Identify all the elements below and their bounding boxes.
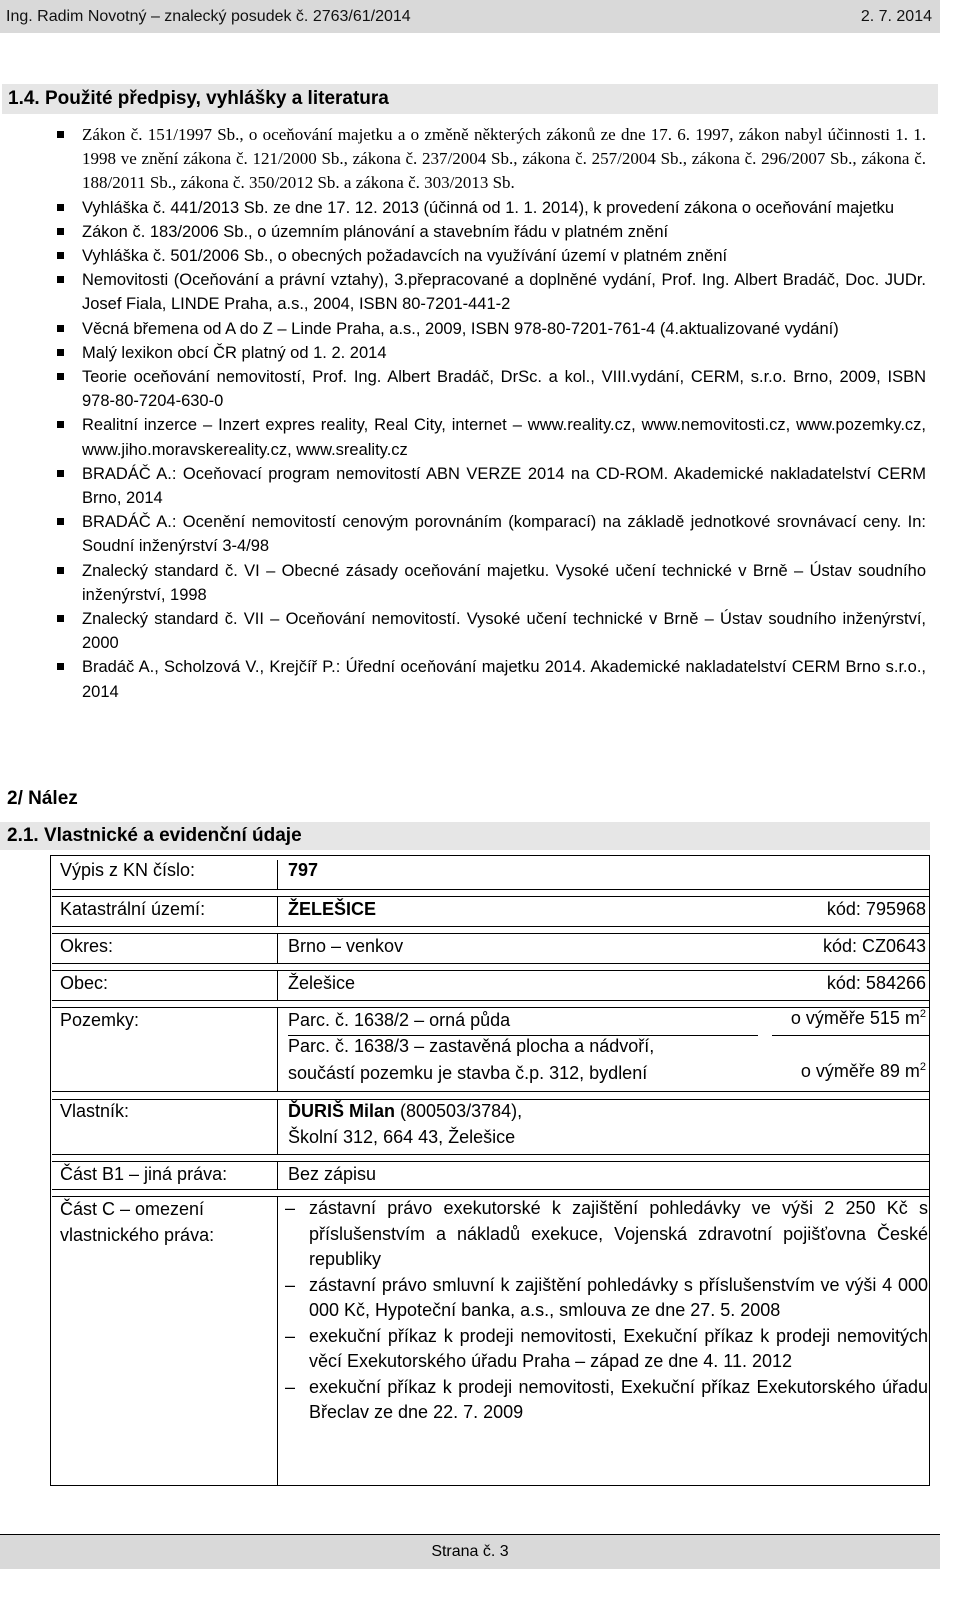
kn-row-katastr xyxy=(52,897,930,927)
row-divider xyxy=(52,889,930,890)
list-item: – exekuční příkaz k prodeji nemovitosti, Exekuční příkaz k prodeji nemovitých věcí Exekutorského úřadu Praha – západ ze dne 4. 11. 2012 xyxy=(285,1324,928,1375)
page-footer xyxy=(0,1535,940,1569)
list-item: – zástavní právo smluvní k zajištění pohledávky s příslušenstvím ve výši 4 000 000 Kč, Hypoteční banka, a.s., smlouva ze dne 27. 5. 2008 xyxy=(285,1273,928,1324)
header-title: Ing. Radim Novotný – znalecký posudek č. 2763/61/2014 xyxy=(6,8,411,25)
parcel-2-line-1: Parc. č. 1638/3 – zastavěná plocha a nádvoří, xyxy=(288,1036,655,1056)
list-item: – exekuční příkaz k prodeji nemovitosti, Exekuční příkaz Exekutorského úřadu Břeclav ze dne 22. 7. 2009 xyxy=(285,1375,928,1426)
katastr-label: Katastrální území: xyxy=(60,899,206,919)
kn-row-obec xyxy=(52,971,930,1001)
list-item: Realitní inzerce – Inzert expres reality, Real City, internet – www.reality.cz, www.nemovitosti.cz, www.pozemky.cz, www.jiho.moravskereality.cz, www.sreality.cz xyxy=(0,413,940,461)
vlastnik-label: Vlastník: xyxy=(60,1101,130,1121)
row-divider xyxy=(772,1035,930,1036)
vlastnik-line-1: ĎURIŠ Milan (800503/3784), xyxy=(288,1101,523,1121)
row-divider xyxy=(52,1154,930,1155)
references-list xyxy=(0,123,940,704)
column-divider xyxy=(277,933,278,964)
column-divider xyxy=(277,860,278,890)
page-header xyxy=(0,0,940,33)
list-item: Zákon č. 183/2006 Sb., o územním plánování a stavebním řádu v platném znění xyxy=(0,220,940,244)
kn-row-vlastnik xyxy=(52,1100,930,1155)
list-item: Věcná břemena od A do Z – Linde Praha, a.s., 2009, ISBN 978-80-7201-761-4 (4.aktualizované vydání) xyxy=(0,317,940,341)
row-divider xyxy=(52,1000,930,1001)
kn-row-pozemky xyxy=(52,1008,930,1092)
c-label-line-2: vlastnického práva: xyxy=(60,1225,215,1245)
row-divider xyxy=(52,1099,930,1100)
b1-label: Část B1 – jiná práva: xyxy=(60,1164,228,1184)
row-divider xyxy=(52,1189,930,1190)
pozemky-label: Pozemky: xyxy=(60,1010,140,1030)
column-divider xyxy=(277,970,278,1001)
katastr-code: kód: 795968 xyxy=(826,899,926,919)
katastr-value: ŽELEŠICE xyxy=(288,899,377,919)
list-item: BRADÁČ A.: Ocenění nemovitostí cenovým porovnáním (komparací) na základě jednotkové srovnávací ceny. In: Soudní inženýrství 3-4/98 xyxy=(0,510,940,558)
parcel-1-area: o výměře 515 $m^2$ xyxy=(790,1008,926,1028)
row-divider xyxy=(52,1091,930,1092)
obec-label: Obec: xyxy=(60,973,109,993)
list-item: Nemovitosti (Oceňování a právní vztahy), 3.přepracované a doplněné vydání, Prof. Ing. Albert Bradáč, Doc. JUDr. Josef Fiala, LINDE Praha, a.s., 2004, ISBN 80-7201-441-2 xyxy=(0,268,940,316)
list-item: – zástavní právo exekutorské k zajištění pohledávky ve výši 2 250 Kč s příslušenstvím a nákladů exekuce, Vojenská zdravotní pojišťovna České republiky xyxy=(285,1196,928,1273)
obec-value: Želešice xyxy=(288,973,356,993)
row-divider xyxy=(52,896,930,897)
parcel-2-line-2: součástí pozemku je stavba č.p. 312, bydlení xyxy=(288,1063,648,1083)
list-item: BRADÁČ A.: Oceňovací program nemovitostí ABN VERZE 2014 na CD-ROM. Akademické nakladatelství CERM Brno, 2014 xyxy=(0,462,940,510)
b1-value: Bez zápisu xyxy=(288,1164,377,1184)
okres-label: Okres: xyxy=(60,936,114,956)
column-divider xyxy=(277,896,278,927)
row-divider xyxy=(52,970,930,971)
okres-value: Brno – venkov xyxy=(288,936,404,956)
vlastnik-address: Školní 312, 664 43, Želešice xyxy=(288,1127,516,1147)
kn-row-vypis xyxy=(52,860,930,890)
header-date: 2. 7. 2014 xyxy=(860,8,932,25)
parcel-1: Parc. č. 1638/2 – orná půda xyxy=(288,1010,511,1030)
okres-code: kód: CZ0643 xyxy=(822,936,926,956)
c-items-list xyxy=(285,1196,930,1426)
column-divider xyxy=(277,1196,278,1486)
kn-row-b1 xyxy=(52,1162,930,1190)
list-item: Zákon č. 151/1997 Sb., o oceňování majetku a o změně některých zákonů ze dne 17. 6. 1997, zákon nabyl účinnosti 1. 1. 1998 ve znění zákona č. 121/2000 Sb., zákona č. 237/2004 Sb., zákona č. 257/2004 Sb., zákona č. 296/2007 Sb., zákona č. 188/2011 Sb., zákona č. 350/2012 Sb. a zákona č. 303/2013 Sb. xyxy=(0,123,940,196)
page-number: Strana č. 3 xyxy=(431,1543,509,1560)
row-divider xyxy=(52,933,930,934)
column-divider xyxy=(277,1099,278,1155)
list-item: Znalecký standard č. VI – Obecné zásady oceňování majetku. Vysoké učení technické v Brně – Ústav soudního inženýrství, 1998 xyxy=(0,559,940,607)
section-heading-1-4: 1.4. Použité předpisy, vyhlášky a literatura xyxy=(2,84,938,114)
row-divider xyxy=(52,926,930,927)
list-item: Malý lexikon obcí ČR platný od 1. 2. 2014 xyxy=(0,341,940,365)
row-divider xyxy=(52,1161,930,1162)
kn-row-okres xyxy=(52,934,930,964)
column-divider xyxy=(277,1161,278,1190)
vypis-value: 797 xyxy=(288,860,319,880)
vypis-label: Výpis z KN číslo: xyxy=(60,860,196,880)
obec-code: kód: 584266 xyxy=(826,973,926,993)
column-divider xyxy=(277,1007,278,1092)
section-heading-2-1: 2.1. Vlastnické a evidenční údaje xyxy=(0,822,930,850)
c-label-line-1: Část C – omezení xyxy=(60,1199,205,1219)
row-divider xyxy=(52,963,930,964)
list-item: Vyhláška č. 501/2006 Sb., o obecných požadavcích na využívání území v platném znění xyxy=(0,244,940,268)
section-heading-2: 2/ Nález xyxy=(7,788,78,809)
parcel-2-area: o výměře 89 $m^2$ xyxy=(800,1061,926,1081)
list-item: Bradáč A., Scholzová V., Krejčíř P.: Úřední oceňování majetku 2014. Akademické nakladatelství CERM Brno s.r.o., 2014 xyxy=(0,655,940,703)
list-item: Vyhláška č. 441/2013 Sb. ze dne 17. 12. 2013 (účinná od 1. 1. 2014), k provedení zákona o oceňování majetku xyxy=(0,196,940,220)
list-item: Teorie oceňování nemovitostí, Prof. Ing. Albert Bradáč, DrSc. a kol., VIII.vydání, CERM, s.r.o. Brno, 2009, ISBN 978-80-7204-630-0 xyxy=(0,365,940,413)
list-item: Znalecký standard č. VII – Oceňování nemovitostí. Vysoké učení technické v Brně – Ústav soudního inženýrství, 2000 xyxy=(0,607,940,655)
